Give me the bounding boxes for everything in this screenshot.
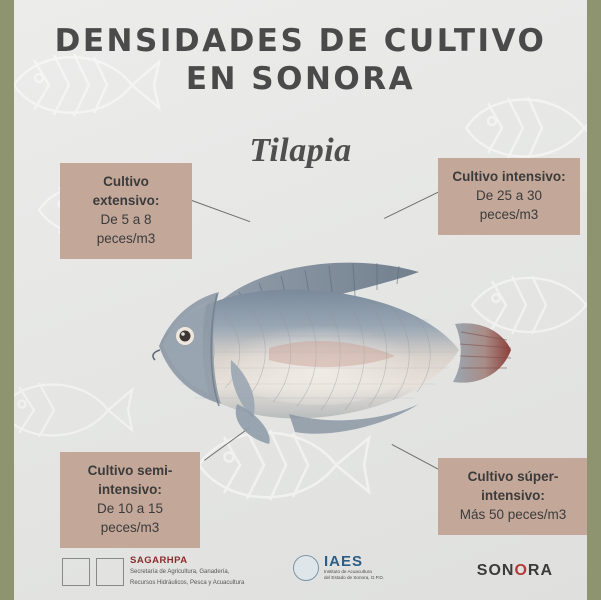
callout-cultivo-intensivo[interactable] [438,158,580,235]
iaes-line1: Instituto de Acuacultura [324,569,372,574]
sagarhpa-line2: Recursos Hidráulicos, Pesca y Acuacultura [130,580,245,586]
callout-cultivo-super-intensivo[interactable] [438,458,587,535]
callout-value: Más 50 peces/m3 [459,507,567,522]
sonora-accent: O [514,562,528,579]
poster-title-line2: EN SONORA [185,61,416,97]
sagarhpa-seal-icon [96,558,124,586]
sagarhpa-emblem-icon [62,558,90,586]
right-edge-bar [587,0,601,600]
iaes-logo [293,554,384,581]
sagarhpa-logo [62,556,244,588]
sagarhpa-text [130,556,244,588]
callout-value: De 10 a 15 peces/m3 [96,501,164,535]
left-edge-bar [0,0,14,600]
callout-value: De 5 a 8 peces/m3 [96,212,156,246]
callout-title: Cultivo súper-intensivo: [467,469,559,503]
leader-line-extensivo [192,200,251,222]
leader-line-intensivo [384,192,438,219]
callout-cultivo-semi-intensivo[interactable] [60,452,200,548]
callout-title: Cultivo semi-intensivo: [87,463,173,497]
callout-value: De 25 a 30 peces/m3 [475,188,543,222]
sonora-logo [477,562,553,580]
callout-title: Cultivo intensivo: [452,169,566,184]
poster-subtitle: Tilapia [249,132,352,169]
callout-cultivo-extensivo[interactable] [60,163,192,259]
iaes-text [324,554,384,581]
sagarhpa-name: SAGARHPA [130,555,188,566]
poster-title [14,22,587,98]
watermark-fish-icon [14,360,134,460]
iaes-emblem-icon [293,555,319,581]
iaes-name: IAES [324,553,364,570]
poster-stage [14,0,587,600]
tilapia-illustration [119,228,519,448]
sagarhpa-line1: Secretaría de Agricultura, Ganadería, [130,569,230,575]
footer-logos [28,548,573,600]
sonora-prefix: SON [476,562,515,579]
poster-title-line1: DENSIDADES DE CULTIVO [54,23,547,59]
callout-title: Cultivo extensivo: [92,174,160,208]
sonora-suffix: RA [527,562,553,579]
iaes-line2: del Estado de Sonora, O.P.D. [324,575,384,580]
